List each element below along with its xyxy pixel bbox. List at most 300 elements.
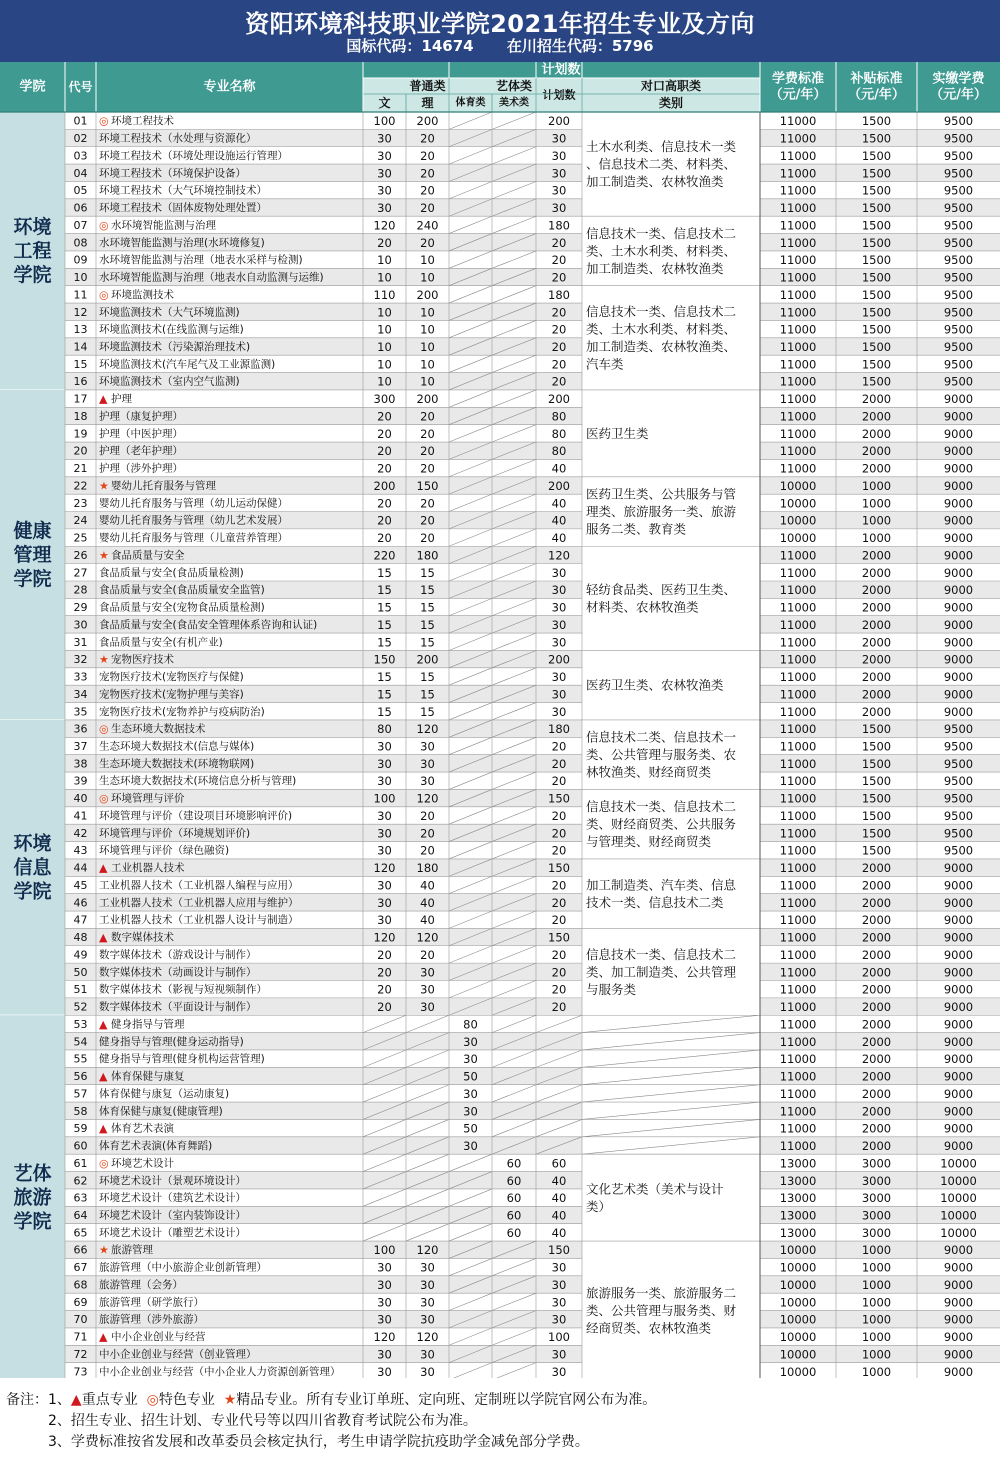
row-major-name: 体育保健与康复 [111, 1070, 185, 1083]
row-major-name: 环境工程技术（固体废物处理处置） [99, 202, 267, 215]
row-code: 65 [73, 1226, 88, 1240]
row-li: 20 [420, 426, 435, 441]
row-wen: 10 [377, 339, 392, 354]
row-actual: 9500 [943, 374, 974, 389]
row-code: 24 [73, 514, 88, 528]
college-name-line: 工程 [13, 239, 52, 262]
row-wen: 30 [377, 913, 392, 928]
header-subsidy-line: （元/年） [848, 87, 905, 103]
row-mark-icon: ◎ [99, 288, 109, 302]
row-fee: 11000 [779, 843, 817, 858]
row-li: 30 [420, 1000, 435, 1015]
row-major-name: 中小企业创业与经营（中小企业人力资源创新管理） [99, 1365, 341, 1378]
row-actual: 10000 [940, 1156, 977, 1171]
row-li: 15 [420, 600, 435, 615]
row-fee: 11000 [779, 253, 817, 268]
row-actual: 9000 [943, 1347, 974, 1362]
row-mark-icon: ★ [99, 653, 109, 667]
row-code: 48 [73, 931, 88, 945]
row-code: 51 [73, 983, 88, 997]
row-subsidy: 2000 [861, 982, 892, 997]
row-major-name: 环境工程技术（环境保护设备） [99, 167, 246, 180]
row-wen: 30 [377, 1295, 392, 1310]
row-wen: 30 [377, 1260, 392, 1275]
row-fee: 11000 [779, 131, 817, 146]
row-actual: 9000 [943, 1000, 974, 1015]
row-vp: 20 [551, 1000, 567, 1015]
row-fee: 11000 [779, 357, 817, 372]
row-fee: 10000 [779, 1295, 817, 1310]
row-wen: 30 [377, 774, 392, 789]
category-text: 技术一类、信息技术二类 [586, 894, 724, 910]
row-code: 40 [73, 792, 88, 806]
row-actual: 9000 [943, 496, 974, 511]
row-actual: 9000 [943, 478, 974, 493]
row-actual: 10000 [940, 1208, 977, 1223]
category-text: 土木水利类、信息技术一类 [586, 139, 737, 155]
row-fee: 11000 [779, 600, 817, 615]
row-wen: 30 [377, 1312, 392, 1327]
row-subsidy: 2000 [861, 687, 892, 702]
row-actual: 9000 [943, 1034, 974, 1049]
row-subsidy: 2000 [861, 895, 892, 910]
row-actual: 9500 [943, 131, 974, 146]
row-wen: 15 [377, 635, 392, 650]
row-code: 66 [73, 1243, 88, 1257]
row-major-name: 环境管理与评价（绿色融资) [99, 844, 230, 857]
row-subsidy: 2000 [861, 1034, 892, 1049]
row-actual: 9000 [943, 409, 974, 424]
row-actual: 9500 [943, 357, 974, 372]
row-wen: 100 [373, 1243, 396, 1258]
row-actual: 10000 [940, 1225, 977, 1240]
row-actual: 9000 [943, 1260, 974, 1275]
row-fee: 11000 [779, 930, 817, 945]
category-text: 类、公共管理与服务类、财 [586, 1303, 737, 1319]
row-code: 30 [73, 618, 88, 632]
row-wen: 120 [373, 930, 396, 945]
row-major-name: 环境监测技术 [111, 288, 174, 301]
row-fee: 13000 [779, 1173, 817, 1188]
category-text: 与服务类 [586, 981, 637, 997]
row-actual: 9000 [943, 1086, 974, 1101]
row-code: 10 [73, 271, 88, 285]
row-major-name: 健身指导与管理 [111, 1018, 185, 1031]
title-banner [0, 0, 1000, 62]
row-vp: 30 [551, 1364, 567, 1378]
page-title: 资阳环境科技职业学院2021年招生专业及方向 [245, 10, 755, 38]
row-vp: 30 [551, 565, 567, 580]
row-code: 08 [73, 236, 88, 250]
row-major-name: 体育保健与康复（运动康复) [99, 1087, 230, 1100]
row-wen: 200 [373, 478, 396, 493]
row-major-name: 体育艺术表演 [111, 1122, 174, 1135]
row-actual: 9000 [943, 617, 974, 632]
row-li: 20 [420, 947, 435, 962]
row-li: 15 [420, 565, 435, 580]
row-code: 11 [73, 288, 88, 302]
row-actual: 9500 [943, 774, 974, 789]
row-actual: 9000 [943, 1312, 974, 1327]
college-name-line: 艺体 [13, 1162, 52, 1185]
row-wen: 120 [373, 1330, 396, 1345]
row-fee: 11000 [779, 652, 817, 667]
row-subsidy: 2000 [861, 392, 892, 407]
row-mark-icon: ◎ [99, 722, 109, 736]
row-code: 71 [73, 1330, 88, 1344]
row-major-name: 环境艺术设计（室内装饰设计） [99, 1209, 246, 1222]
note-key-major: 重点专业 [81, 1392, 138, 1408]
row-code: 61 [73, 1156, 88, 1170]
college-name-line: 管理 [13, 543, 52, 566]
header-li: 理 [421, 96, 434, 110]
row-wen: 300 [373, 392, 396, 407]
row-wen: 30 [377, 843, 392, 858]
row-li: 120 [416, 722, 439, 737]
row-wen: 220 [373, 548, 396, 563]
header-sport: 体育类 [455, 97, 486, 109]
row-sport: 30 [463, 1034, 478, 1049]
header-fee-line: 学费标准 [771, 71, 825, 87]
row-subsidy: 2000 [861, 426, 892, 441]
row-actual: 10000 [940, 1191, 977, 1206]
row-li: 10 [420, 357, 435, 372]
row-subsidy: 2000 [861, 947, 892, 962]
row-li: 10 [420, 339, 435, 354]
row-subsidy: 1000 [861, 478, 892, 493]
note-1-prefix: 备注：1、 [6, 1392, 71, 1408]
row-li: 30 [420, 1312, 435, 1327]
row-vp: 30 [551, 617, 567, 632]
row-major-name: 水环境智能监测与治理(水环境修复) [99, 236, 265, 249]
category-cell [582, 859, 760, 928]
row-li: 20 [420, 843, 435, 858]
row-sport: 50 [463, 1069, 478, 1084]
row-major-name: 工业机器人技术（工业机器人应用与维护） [99, 896, 299, 909]
row-li: 20 [420, 826, 435, 841]
row-actual: 9000 [943, 670, 974, 685]
college-name-line: 旅游 [13, 1186, 52, 1209]
row-vp: 180 [548, 287, 570, 302]
category-text: 文化艺术类（美术与设计 [586, 1181, 724, 1197]
row-major-name: 数字媒体技术（游戏设计与制作） [99, 948, 257, 961]
row-major-name: 环境监测技术（室内空气监测) [99, 375, 240, 388]
row-code: 20 [73, 444, 88, 458]
row-actual: 9000 [943, 1277, 974, 1292]
row-actual: 9000 [943, 930, 974, 945]
row-code: 26 [73, 548, 88, 562]
category-text: 轻纺食品类、医药卫生类、 [586, 582, 737, 598]
row-major-name: 旅游管理（研学旅行） [99, 1296, 204, 1309]
row-subsidy: 1000 [861, 531, 892, 546]
row-code: 38 [73, 757, 88, 771]
row-vp: 30 [551, 183, 567, 198]
row-code: 29 [73, 601, 88, 615]
row-vp: 20 [551, 913, 567, 928]
note-quality-major: 精品专业。所有专业订单班、定向班、定制班以学院官网公布为准。 [236, 1392, 657, 1408]
row-actual: 9000 [943, 426, 974, 441]
row-fee: 11000 [779, 426, 817, 441]
row-code: 49 [73, 948, 88, 962]
row-major-name: 婴幼儿托育服务与管理 [111, 479, 216, 492]
row-fee: 11000 [779, 374, 817, 389]
row-subsidy: 3000 [861, 1208, 892, 1223]
row-mark-icon: ▲ [99, 1017, 108, 1031]
row-major-name: 旅游管理 [111, 1244, 153, 1257]
row-major-name: 中小企业创业与经营（创业管理） [99, 1348, 257, 1361]
row-wen: 10 [377, 253, 392, 268]
row-major-name: 护理（康复护理） [99, 410, 183, 423]
row-subsidy: 2000 [861, 1139, 892, 1154]
row-li: 30 [420, 1277, 435, 1292]
row-actual: 9000 [943, 861, 974, 876]
header-actual-line: （元/年） [930, 87, 987, 103]
row-wen: 15 [377, 565, 392, 580]
college-name-line: 信息 [13, 856, 52, 879]
row-li: 20 [420, 183, 435, 198]
row-actual: 9000 [943, 565, 974, 580]
row-major-name: 护理（涉外护理） [99, 462, 183, 475]
college-name-line: 健康 [13, 519, 52, 542]
row-vp: 20 [551, 843, 567, 858]
row-major-name: 生态环境大数据技术 [111, 723, 206, 736]
row-mark-icon: ◎ [99, 114, 109, 128]
row-li: 10 [420, 322, 435, 337]
row-subsidy: 1500 [861, 166, 892, 181]
row-mark-icon: ★ [99, 479, 109, 493]
row-fee: 11000 [779, 166, 817, 181]
row-major-name: 宠物医疗技术(宠物医疗与保健) [99, 671, 244, 684]
category-text: 医药卫生类 [586, 425, 649, 441]
row-actual: 9000 [943, 913, 974, 928]
row-subsidy: 1500 [861, 131, 892, 146]
row-wen: 30 [377, 878, 392, 893]
row-code: 50 [73, 965, 88, 979]
row-sport: 30 [463, 1104, 478, 1119]
row-major-name: 婴幼儿托育服务与管理（幼儿运动保健） [99, 497, 288, 510]
row-subsidy: 2000 [861, 600, 892, 615]
row-actual: 9000 [943, 392, 974, 407]
header-fee-line: （元/年） [769, 87, 827, 103]
row-mark-icon: ◎ [99, 218, 109, 232]
category-text: 信息技术一类、信息技术二 [586, 946, 737, 962]
row-li: 30 [420, 1347, 435, 1362]
row-vp: 60 [551, 1156, 567, 1171]
row-actual: 9000 [943, 1104, 974, 1119]
row-li: 15 [420, 704, 435, 719]
row-fee: 11000 [779, 808, 817, 823]
row-vp: 200 [548, 652, 570, 667]
row-li: 180 [416, 548, 439, 563]
row-subsidy: 2000 [861, 1121, 892, 1136]
category-cell [582, 546, 760, 650]
row-major-name: 水环境智能监测与治理 [111, 219, 216, 232]
category-text: 类、土木水利类、材料类、 [586, 321, 737, 337]
row-mark-icon: ▲ [99, 861, 108, 875]
row-wen: 15 [377, 617, 392, 632]
row-fee: 11000 [779, 201, 817, 216]
row-li: 20 [420, 444, 435, 459]
row-actual: 9500 [943, 826, 974, 841]
row-fee: 10000 [779, 531, 817, 546]
row-li: 200 [416, 652, 439, 667]
row-subsidy: 2000 [861, 965, 892, 980]
row-li: 200 [416, 114, 439, 129]
row-actual: 9500 [943, 201, 974, 216]
row-fee: 11000 [779, 635, 817, 650]
row-code: 13 [73, 323, 88, 337]
row-li: 20 [420, 531, 435, 546]
row-li: 15 [420, 687, 435, 702]
row-subsidy: 2000 [861, 444, 892, 459]
row-actual: 9500 [943, 114, 974, 129]
row-major-name: 食品质量与安全(宠物食品质量检测) [99, 601, 265, 614]
row-vp: 20 [551, 756, 567, 771]
row-vp: 180 [548, 218, 570, 233]
row-fee: 10000 [779, 1312, 817, 1327]
row-major-name: 环境艺术设计（景观环境设计） [99, 1174, 246, 1187]
row-li: 200 [416, 287, 439, 302]
category-text: 林牧渔类、财经商贸类 [586, 764, 712, 780]
row-actual: 9000 [943, 583, 974, 598]
row-vp: 30 [551, 148, 567, 163]
row-vp: 200 [548, 392, 570, 407]
row-vp: 20 [551, 357, 567, 372]
row-vp: 150 [548, 1243, 570, 1258]
college-name-line: 环境 [13, 832, 52, 855]
row-subsidy: 2000 [861, 617, 892, 632]
row-vp: 80 [551, 409, 567, 424]
row-fee: 11000 [779, 739, 817, 754]
row-li: 20 [420, 808, 435, 823]
row-subsidy: 1500 [861, 791, 892, 806]
row-li: 10 [420, 374, 435, 389]
row-vp: 100 [548, 1330, 570, 1345]
row-fee: 11000 [779, 444, 817, 459]
row-actual: 9000 [943, 635, 974, 650]
row-subsidy: 3000 [861, 1225, 892, 1240]
row-major-name: 旅游管理（会务） [99, 1278, 183, 1291]
row-wen: 30 [377, 756, 392, 771]
row-wen: 20 [377, 496, 392, 511]
category-text: 类、加工制造类、公共管理 [586, 964, 737, 980]
header-college: 学院 [19, 79, 46, 95]
row-fee: 11000 [779, 704, 817, 719]
note-featured-major: 特色专业 [158, 1392, 215, 1408]
row-fee: 11000 [779, 1104, 817, 1119]
row-vp: 20 [551, 322, 567, 337]
row-vp: 200 [548, 478, 570, 493]
row-subsidy: 1500 [861, 218, 892, 233]
row-fee: 10000 [779, 513, 817, 528]
row-subsidy: 1500 [861, 305, 892, 320]
row-actual: 9000 [943, 947, 974, 962]
row-code: 58 [73, 1104, 88, 1118]
row-fee: 11000 [779, 826, 817, 841]
row-major-name: 宠物医疗技术(宠物养护与疫病防治) [99, 705, 265, 718]
row-subsidy: 3000 [861, 1156, 892, 1171]
row-subsidy: 2000 [861, 913, 892, 928]
row-wen: 20 [377, 409, 392, 424]
row-wen: 110 [373, 287, 396, 302]
row-fee: 11000 [779, 913, 817, 928]
row-actual: 9000 [943, 965, 974, 980]
row-subsidy: 1500 [861, 722, 892, 737]
row-mark-icon: ★ [99, 548, 109, 562]
row-major-name: 生态环境大数据技术(环境物联网) [99, 757, 255, 770]
row-subsidy: 1000 [861, 1312, 892, 1327]
category-text: 理类、旅游服务一类、旅游 [586, 504, 737, 520]
row-subsidy: 1500 [861, 357, 892, 372]
row-vp: 30 [551, 635, 567, 650]
row-li: 15 [420, 635, 435, 650]
row-code: 69 [73, 1295, 88, 1309]
row-actual: 9000 [943, 878, 974, 893]
college-name-line: 学院 [13, 263, 52, 286]
row-vp: 40 [551, 1173, 567, 1188]
row-vp: 40 [551, 1191, 567, 1206]
category-text: 信息技术一类、信息技术二 [586, 304, 737, 320]
row-major-name: 中小企业创业与经营 [111, 1331, 206, 1344]
row-fee: 11000 [779, 322, 817, 337]
row-fee: 11000 [779, 722, 817, 737]
row-code: 34 [73, 687, 88, 701]
row-major-name: 宠物医疗技术(宠物护理与美容) [99, 688, 244, 701]
row-li: 20 [420, 201, 435, 216]
row-code: 14 [73, 340, 88, 354]
row-fee: 11000 [779, 235, 817, 250]
row-major-name: 生态环境大数据技术(环境信息分析与管理) [99, 775, 297, 788]
category-text: 类、土木水利类、材料类、 [586, 243, 737, 259]
row-subsidy: 2000 [861, 409, 892, 424]
row-vp: 150 [548, 930, 570, 945]
row-fee: 11000 [779, 583, 817, 598]
row-vp: 40 [551, 461, 567, 476]
row-subsidy: 1500 [861, 808, 892, 823]
row-vp: 30 [551, 687, 567, 702]
row-fee: 11000 [779, 270, 817, 285]
row-wen: 30 [377, 895, 392, 910]
row-li: 20 [420, 409, 435, 424]
row-fee: 11000 [779, 878, 817, 893]
row-actual: 10000 [940, 1173, 977, 1188]
row-wen: 20 [377, 461, 392, 476]
row-major-name: 工业机器人技术（工业机器人设计与制造） [99, 914, 299, 927]
row-code: 52 [73, 1000, 88, 1014]
row-wen: 15 [377, 600, 392, 615]
row-actual: 9500 [943, 339, 974, 354]
row-vp: 40 [551, 1208, 567, 1223]
row-wen: 150 [373, 652, 396, 667]
row-code: 54 [73, 1035, 88, 1049]
row-code: 46 [73, 896, 88, 910]
row-sport: 30 [463, 1139, 478, 1154]
row-actual: 9000 [943, 1364, 974, 1378]
row-vp: 30 [551, 1347, 567, 1362]
row-wen: 30 [377, 1364, 392, 1378]
header-voc-plan: 计划数 [542, 88, 576, 102]
row-major-name: 宠物医疗技术 [111, 653, 174, 666]
row-fee: 10000 [779, 1243, 817, 1258]
row-fee: 10000 [779, 496, 817, 511]
row-code: 44 [73, 861, 88, 875]
row-code: 67 [73, 1261, 88, 1275]
category-cell [582, 1154, 760, 1241]
row-fee: 11000 [779, 1069, 817, 1084]
category-text: 加工制造类、农林牧渔类、 [586, 339, 737, 355]
row-li: 30 [420, 756, 435, 771]
row-li: 150 [416, 478, 439, 493]
